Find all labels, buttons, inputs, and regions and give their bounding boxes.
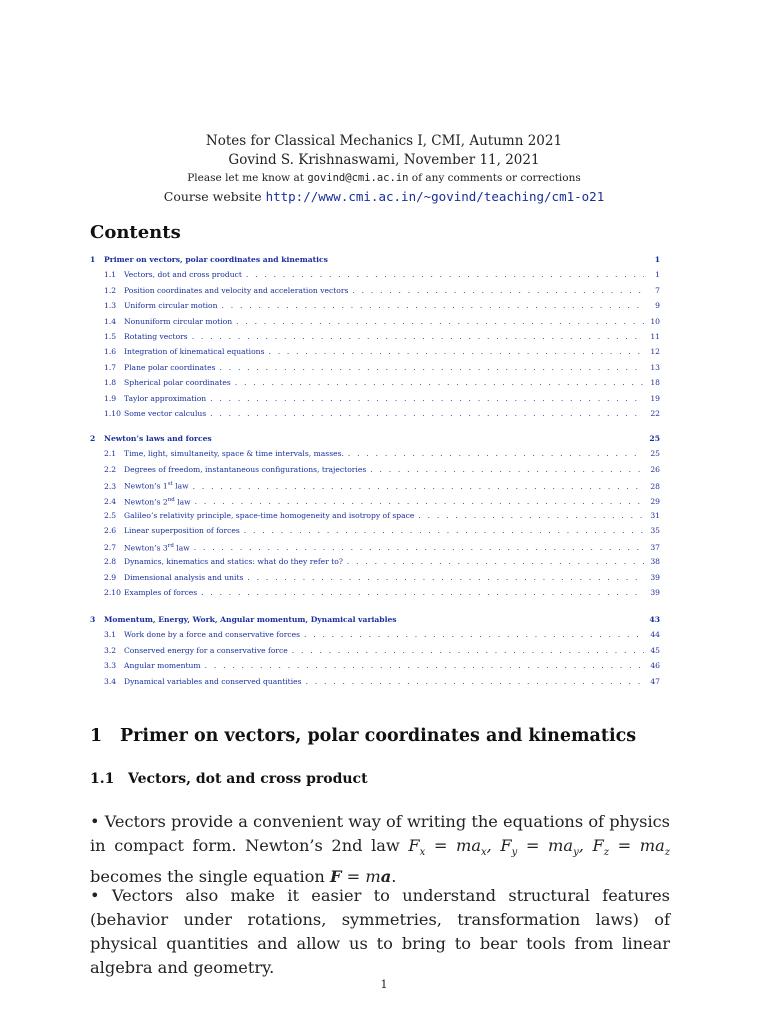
toc-entry-page: 19 bbox=[650, 393, 660, 403]
toc-entry-number: 1 bbox=[90, 255, 96, 264]
toc-entry-number: 2.6 bbox=[104, 526, 117, 536]
toc-dot-leader bbox=[222, 298, 644, 313]
toc-dot-leader bbox=[210, 406, 644, 421]
toc-entry-title: Vectors, dot and cross product bbox=[124, 270, 242, 280]
toc-entry-number: 1.9 bbox=[104, 393, 117, 403]
toc-entry-title: Momentum, Energy, Work, Angular momentum, Dynamical variables bbox=[104, 615, 397, 624]
toc-entry-page: 26 bbox=[650, 464, 660, 474]
header-title: Notes for Classical Mechanics I, CMI, Autumn 2021 bbox=[205, 133, 563, 149]
toc-entry-number: 2.8 bbox=[104, 557, 117, 567]
toc-entry-number: 2.10 bbox=[104, 587, 121, 597]
toc-entry-page: 38 bbox=[650, 557, 660, 567]
toc-entry-number: 1.6 bbox=[104, 347, 117, 357]
toc-dot-leader bbox=[192, 329, 644, 344]
toc-dot-leader bbox=[193, 479, 644, 494]
header-contact: Please let me know at govind@cmi.ac.in of any comments or corrections bbox=[187, 172, 581, 184]
toc-entry-title: Plane polar coordinates bbox=[124, 362, 216, 372]
toc-entry-page: 18 bbox=[650, 378, 660, 388]
toc-subsection-entry[interactable] bbox=[90, 570, 660, 585]
toc-entry-page: 35 bbox=[650, 526, 660, 536]
header-website: Course website http://www.cmi.ac.in/~govind/teaching/cm1-o21 bbox=[163, 189, 605, 204]
toc-entry-title: Linear superposition of forces bbox=[124, 526, 240, 536]
toc-dot-leader bbox=[348, 446, 644, 461]
toc-entry-title: Dimensional analysis and units bbox=[124, 572, 244, 582]
toc-entry-title: Newton’s 1st law bbox=[124, 481, 189, 491]
toc-entry-number: 1.4 bbox=[104, 316, 117, 326]
toc-entry-number: 2.4 bbox=[104, 497, 117, 507]
toc-subsection-entry[interactable] bbox=[90, 329, 660, 344]
toc-entry-page: 7 bbox=[655, 285, 660, 295]
toc-entry-number: 1.10 bbox=[104, 408, 121, 418]
toc-dot-leader bbox=[210, 391, 644, 406]
toc-dot-leader bbox=[219, 360, 644, 375]
toc-subsection-entry[interactable] bbox=[90, 267, 660, 282]
toc-entry-page: 29 bbox=[650, 497, 660, 507]
toc-entry-number: 2.7 bbox=[104, 543, 117, 553]
newton-vector-equation: F bbox=[329, 867, 342, 887]
toc-section-entry[interactable] bbox=[90, 612, 660, 627]
toc-entry-page: 1 bbox=[654, 255, 660, 264]
toc-entry-page: 10 bbox=[650, 316, 660, 326]
toc-subsection-entry[interactable] bbox=[90, 391, 660, 406]
toc-dot-leader bbox=[347, 554, 644, 569]
subsection-heading: 1.1 Vectors, dot and cross product bbox=[90, 771, 368, 787]
toc-subsection-entry[interactable] bbox=[90, 523, 660, 538]
email-link[interactable]: govind@cmi.ac.in bbox=[307, 172, 409, 184]
toc-entry-number: 3.3 bbox=[104, 661, 117, 671]
toc-subsection-entry[interactable] bbox=[90, 477, 660, 492]
toc-entry-number: 3.4 bbox=[104, 676, 117, 686]
toc-entry-page: 11 bbox=[650, 331, 660, 341]
toc-entry-title: Primer on vectors, polar coordinates and kinematics bbox=[104, 255, 328, 264]
toc-dot-leader bbox=[244, 523, 644, 538]
toc-entry-number: 2.5 bbox=[104, 510, 117, 520]
toc-subsection-entry[interactable] bbox=[90, 585, 660, 600]
toc-subsection-entry[interactable] bbox=[90, 627, 660, 642]
page-number: 1 bbox=[380, 978, 388, 991]
toc-entry-title: Some vector calculus bbox=[124, 408, 207, 418]
toc-subsection-entry[interactable] bbox=[90, 493, 660, 508]
toc-entry-page: 39 bbox=[650, 572, 660, 582]
toc-dot-leader bbox=[205, 658, 644, 673]
toc-entry-title: Rotating vectors bbox=[124, 331, 188, 341]
toc-section-2 bbox=[90, 431, 660, 600]
toc-entry-title: Nonuniform circular motion bbox=[124, 316, 233, 326]
toc-subsection-entry[interactable] bbox=[90, 283, 660, 298]
toc-dot-leader bbox=[304, 627, 644, 642]
website-link[interactable]: http://www.cmi.ac.in/~govind/teaching/cm1-o21 bbox=[265, 189, 605, 204]
toc-entry-title: Work done by a force and conservative forces bbox=[124, 630, 300, 640]
toc-entry-number: 1.8 bbox=[104, 378, 117, 388]
toc-dot-leader bbox=[418, 508, 644, 523]
toc-entry-title: Newton’s laws and forces bbox=[104, 434, 212, 443]
toc-entry-title: Galileo’s relativity principle, space-time homogeneity and isotropy of space bbox=[124, 510, 415, 520]
toc-entry-title: Angular momentum bbox=[124, 661, 201, 671]
header-author-date: Govind S. Krishnaswami, November 11, 2021 bbox=[228, 152, 540, 168]
toc-dot-leader bbox=[201, 585, 644, 600]
toc-entry-page: 12 bbox=[650, 347, 660, 357]
toc-entry-title: Dynamics, kinematics and statics: what do they refer to? bbox=[124, 557, 343, 567]
toc-dot-leader bbox=[246, 267, 644, 282]
toc-entry-number: 3 bbox=[90, 615, 96, 624]
toc-entry-number: 2.3 bbox=[104, 481, 117, 491]
toc-entry-page: 9 bbox=[655, 301, 660, 311]
toc-subsection-entry[interactable] bbox=[90, 360, 660, 375]
toc-dot-leader bbox=[352, 283, 644, 298]
toc-entry-number: 1.2 bbox=[104, 285, 117, 295]
paragraph-vectors-structure: • Vectors also make it easier to understand structural features (behavior under rotations, symmetries, transformation laws) of physical quantities and allow us to bring to bear tools from linear algebra and geometry. bbox=[90, 886, 670, 977]
toc-entry-title: Newton’s 3rd law bbox=[124, 542, 190, 553]
toc-entry-page: 47 bbox=[650, 676, 660, 686]
toc-entry-page: 28 bbox=[650, 481, 660, 491]
toc-section-1 bbox=[90, 252, 660, 421]
toc-dot-leader bbox=[247, 570, 644, 585]
toc-entry-page: 45 bbox=[650, 645, 660, 655]
toc-entry-title: Examples of forces bbox=[124, 587, 198, 597]
toc-entry-title: Newton’s 2nd law bbox=[124, 496, 191, 507]
toc-subsection-entry[interactable] bbox=[90, 375, 660, 390]
toc-subsection-entry[interactable] bbox=[90, 314, 660, 329]
newton-component-equations: $F_x = ma_x$, $F_y = ma_y$, $F_z = ma_z$ bbox=[408, 836, 671, 859]
toc-subsection-entry[interactable] bbox=[90, 462, 660, 477]
toc-subsection-entry[interactable] bbox=[90, 658, 660, 673]
toc-section-entry[interactable] bbox=[90, 431, 660, 446]
toc-entry-page: 39 bbox=[650, 587, 660, 597]
toc-dot-leader bbox=[370, 462, 644, 477]
toc-subsection-entry[interactable] bbox=[90, 406, 660, 421]
toc-entry-title: Spherical polar coordinates bbox=[124, 378, 231, 388]
toc-entry-title: Uniform circular motion bbox=[124, 301, 218, 311]
contents-heading: Contents bbox=[90, 222, 181, 243]
toc-subsection-entry[interactable] bbox=[90, 643, 660, 658]
toc-entry-number: 3.1 bbox=[104, 630, 117, 640]
toc-entry-title: Taylor approximation bbox=[124, 393, 207, 403]
toc-dot-leader bbox=[236, 314, 644, 329]
toc-section-entry[interactable] bbox=[90, 252, 660, 267]
toc-subsection-entry[interactable] bbox=[90, 554, 660, 569]
toc-dot-leader bbox=[306, 674, 644, 689]
toc-entry-number: 1.1 bbox=[104, 270, 117, 280]
toc-section-3 bbox=[90, 612, 660, 689]
toc-entry-title: Integration of kinematical equations bbox=[124, 347, 265, 357]
toc-entry-page: 25 bbox=[649, 434, 660, 443]
paragraph-vectors-compact: • Vectors provide a convenient way of writing the equations of physics in compact form. Newton’s 2nd law $F_x = ma_x$, $F_y = ma_y$, $F_z = ma_z$ becomes the single equation F = ma. bbox=[90, 812, 671, 887]
toc-entry-title: Conserved energy for a conservative force bbox=[124, 645, 288, 655]
toc-subsection-entry[interactable] bbox=[90, 539, 660, 554]
toc-dot-leader bbox=[268, 344, 644, 359]
toc-entry-number: 1.3 bbox=[104, 301, 117, 311]
toc-subsection-entry[interactable] bbox=[90, 446, 660, 461]
toc-entry-number: 1.7 bbox=[104, 362, 117, 372]
toc-dot-leader bbox=[292, 643, 644, 658]
toc-entry-number: 3.2 bbox=[104, 645, 117, 655]
toc-entry-page: 31 bbox=[650, 510, 660, 520]
toc-entry-page: 13 bbox=[650, 362, 660, 372]
toc-entry-number: 2.1 bbox=[104, 449, 117, 459]
toc-entry-title: Time, light, simultaneity, space & time intervals, masses. bbox=[124, 449, 344, 459]
toc-entry-number: 1.5 bbox=[104, 331, 117, 341]
toc-entry-page: 1 bbox=[655, 270, 660, 280]
toc-subsection-entry[interactable] bbox=[90, 508, 660, 523]
toc-entry-page: 43 bbox=[649, 615, 660, 624]
toc-entry-number: 2.2 bbox=[104, 464, 117, 474]
toc-subsection-entry[interactable] bbox=[90, 674, 660, 689]
toc-entry-number: 2.9 bbox=[104, 572, 117, 582]
toc-entry-page: 25 bbox=[650, 449, 660, 459]
toc-entry-title: Degrees of freedom, instantaneous configurations, trajectories bbox=[124, 464, 367, 474]
toc-subsection-entry[interactable] bbox=[90, 344, 660, 359]
toc-entry-page: 22 bbox=[650, 408, 660, 418]
toc-entry-title: Position coordinates and velocity and acceleration vectors bbox=[124, 285, 349, 295]
section-heading: 1 Primer on vectors, polar coordinates and kinematics bbox=[90, 726, 637, 746]
document-header bbox=[0, 132, 768, 206]
toc-subsection-entry[interactable] bbox=[90, 298, 660, 313]
toc-entry-page: 44 bbox=[650, 630, 660, 640]
toc-entry-number: 2 bbox=[90, 434, 96, 443]
toc-entry-page: 46 bbox=[650, 661, 660, 671]
toc-dot-leader bbox=[235, 375, 644, 390]
toc-entry-title: Dynamical variables and conserved quantities bbox=[124, 676, 302, 686]
toc-entry-page: 37 bbox=[650, 543, 660, 553]
